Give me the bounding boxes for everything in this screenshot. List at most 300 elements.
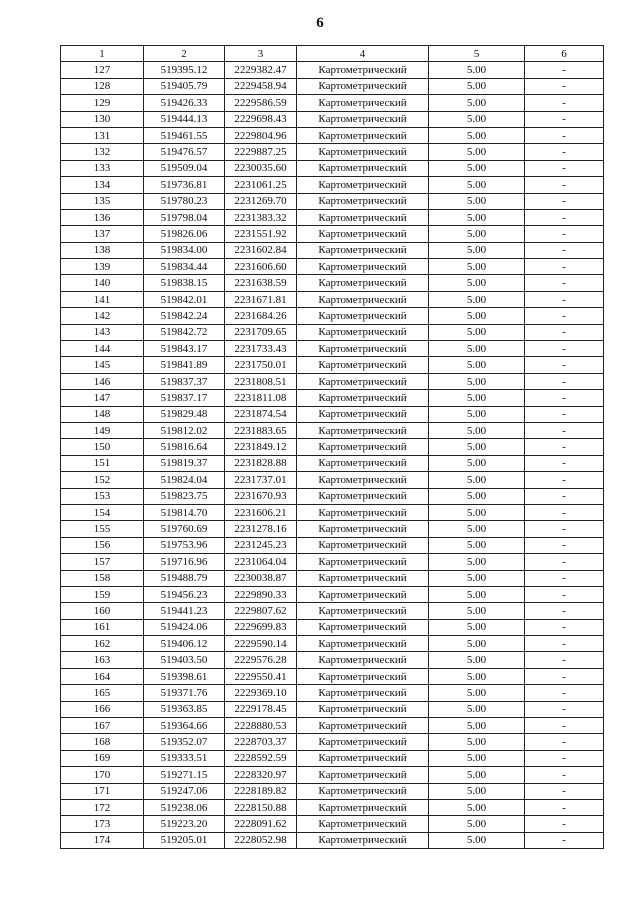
- point-number-cell: 146: [61, 373, 144, 389]
- x-coordinate-cell: 519352.07: [144, 734, 225, 750]
- accuracy-cell: 5.00: [429, 226, 525, 242]
- note-cell: -: [525, 226, 604, 242]
- method-cell: Картометрический: [297, 193, 429, 209]
- x-coordinate-cell: 519841.89: [144, 357, 225, 373]
- table-row: [61, 390, 604, 406]
- table-row: [61, 275, 604, 291]
- method-cell: Картометрический: [297, 832, 429, 848]
- x-coordinate-cell: 519444.13: [144, 111, 225, 127]
- x-coordinate-cell: 519509.04: [144, 160, 225, 176]
- method-cell: Картометрический: [297, 668, 429, 684]
- method-cell: Картометрический: [297, 521, 429, 537]
- point-number-cell: 164: [61, 668, 144, 684]
- accuracy-cell: 5.00: [429, 472, 525, 488]
- point-number-cell: 154: [61, 504, 144, 520]
- coordinates-table: [60, 45, 604, 849]
- x-coordinate-cell: 519371.76: [144, 685, 225, 701]
- point-number-cell: 133: [61, 160, 144, 176]
- point-number-cell: 170: [61, 767, 144, 783]
- method-cell: Картометрический: [297, 341, 429, 357]
- note-cell: -: [525, 488, 604, 504]
- accuracy-cell: 5.00: [429, 62, 525, 78]
- point-number-cell: 134: [61, 177, 144, 193]
- note-cell: -: [525, 767, 604, 783]
- table-row: [61, 209, 604, 225]
- method-cell: Картометрический: [297, 275, 429, 291]
- point-number-cell: 135: [61, 193, 144, 209]
- method-cell: Картометрический: [297, 750, 429, 766]
- x-coordinate-cell: 519223.20: [144, 816, 225, 832]
- y-coordinate-cell: 2229458.94: [225, 78, 297, 94]
- note-cell: -: [525, 111, 604, 127]
- x-coordinate-cell: 519780.23: [144, 193, 225, 209]
- point-number-cell: 138: [61, 242, 144, 258]
- point-number-cell: 151: [61, 455, 144, 471]
- table-row: [61, 718, 604, 734]
- note-cell: -: [525, 750, 604, 766]
- accuracy-cell: 5.00: [429, 291, 525, 307]
- point-number-cell: 169: [61, 750, 144, 766]
- accuracy-cell: 5.00: [429, 488, 525, 504]
- y-coordinate-cell: 2230035.60: [225, 160, 297, 176]
- method-cell: Картометрический: [297, 242, 429, 258]
- table-row: [61, 439, 604, 455]
- table-row: [61, 799, 604, 815]
- accuracy-cell: 5.00: [429, 193, 525, 209]
- x-coordinate-cell: 519834.00: [144, 242, 225, 258]
- x-coordinate-cell: 519426.33: [144, 95, 225, 111]
- accuracy-cell: 5.00: [429, 177, 525, 193]
- x-coordinate-cell: 519837.17: [144, 390, 225, 406]
- method-cell: Картометрический: [297, 308, 429, 324]
- method-cell: Картометрический: [297, 390, 429, 406]
- point-number-cell: 160: [61, 603, 144, 619]
- point-number-cell: 143: [61, 324, 144, 340]
- method-cell: Картометрический: [297, 718, 429, 734]
- method-cell: Картометрический: [297, 357, 429, 373]
- note-cell: -: [525, 521, 604, 537]
- page-number: 6: [316, 15, 324, 31]
- accuracy-cell: 5.00: [429, 209, 525, 225]
- table-row: [61, 586, 604, 602]
- x-coordinate-cell: 519753.96: [144, 537, 225, 553]
- y-coordinate-cell: 2231849.12: [225, 439, 297, 455]
- y-coordinate-cell: 2229550.41: [225, 668, 297, 684]
- table-row: [61, 570, 604, 586]
- table-row: [61, 193, 604, 209]
- y-coordinate-cell: 2229890.33: [225, 586, 297, 602]
- y-coordinate-cell: 2231670.93: [225, 488, 297, 504]
- accuracy-cell: 5.00: [429, 521, 525, 537]
- y-coordinate-cell: 2231737.01: [225, 472, 297, 488]
- note-cell: -: [525, 341, 604, 357]
- accuracy-cell: 5.00: [429, 586, 525, 602]
- point-number-cell: 172: [61, 799, 144, 815]
- point-number-cell: 137: [61, 226, 144, 242]
- point-number-cell: 161: [61, 619, 144, 635]
- method-cell: Картометрический: [297, 406, 429, 422]
- x-coordinate-cell: 519398.61: [144, 668, 225, 684]
- column-header-6: 6: [525, 46, 604, 62]
- note-cell: -: [525, 422, 604, 438]
- x-coordinate-cell: 519238.06: [144, 799, 225, 815]
- y-coordinate-cell: 2231602.84: [225, 242, 297, 258]
- y-coordinate-cell: 2231383.32: [225, 209, 297, 225]
- note-cell: -: [525, 193, 604, 209]
- accuracy-cell: 5.00: [429, 619, 525, 635]
- point-number-cell: 127: [61, 62, 144, 78]
- column-header-2: 2: [144, 46, 225, 62]
- note-cell: -: [525, 718, 604, 734]
- note-cell: -: [525, 177, 604, 193]
- method-cell: Картометрический: [297, 422, 429, 438]
- accuracy-cell: 5.00: [429, 652, 525, 668]
- method-cell: Картометрический: [297, 619, 429, 635]
- method-cell: Картометрический: [297, 554, 429, 570]
- table-row: [61, 160, 604, 176]
- point-number-cell: 156: [61, 537, 144, 553]
- table-header: [61, 46, 604, 62]
- note-cell: -: [525, 636, 604, 652]
- table-row: [61, 324, 604, 340]
- x-coordinate-cell: 519363.85: [144, 701, 225, 717]
- x-coordinate-cell: 519838.15: [144, 275, 225, 291]
- point-number-cell: 140: [61, 275, 144, 291]
- point-number-cell: 132: [61, 144, 144, 160]
- accuracy-cell: 5.00: [429, 701, 525, 717]
- x-coordinate-cell: 519461.55: [144, 127, 225, 143]
- table-row: [61, 406, 604, 422]
- table-row: [61, 783, 604, 799]
- column-header-1: 1: [61, 46, 144, 62]
- note-cell: -: [525, 406, 604, 422]
- table-row: [61, 652, 604, 668]
- accuracy-cell: 5.00: [429, 767, 525, 783]
- y-coordinate-cell: 2229382.47: [225, 62, 297, 78]
- accuracy-cell: 5.00: [429, 455, 525, 471]
- table-row: [61, 373, 604, 389]
- point-number-cell: 162: [61, 636, 144, 652]
- column-header-3: 3: [225, 46, 297, 62]
- note-cell: -: [525, 701, 604, 717]
- y-coordinate-cell: 2231606.60: [225, 259, 297, 275]
- y-coordinate-cell: 2231709.65: [225, 324, 297, 340]
- point-number-cell: 148: [61, 406, 144, 422]
- note-cell: -: [525, 62, 604, 78]
- x-coordinate-cell: 519842.01: [144, 291, 225, 307]
- y-coordinate-cell: 2229699.83: [225, 619, 297, 635]
- x-coordinate-cell: 519812.02: [144, 422, 225, 438]
- table-row: [61, 537, 604, 553]
- method-cell: Картометрический: [297, 373, 429, 389]
- point-number-cell: 165: [61, 685, 144, 701]
- y-coordinate-cell: 2229590.14: [225, 636, 297, 652]
- table-row: [61, 127, 604, 143]
- x-coordinate-cell: 519488.79: [144, 570, 225, 586]
- x-coordinate-cell: 519333.51: [144, 750, 225, 766]
- note-cell: -: [525, 537, 604, 553]
- method-cell: Картометрический: [297, 78, 429, 94]
- method-cell: Картометрический: [297, 701, 429, 717]
- note-cell: -: [525, 127, 604, 143]
- table-row: [61, 144, 604, 160]
- accuracy-cell: 5.00: [429, 832, 525, 848]
- y-coordinate-cell: 2229586.59: [225, 95, 297, 111]
- method-cell: Картометрический: [297, 259, 429, 275]
- table-row: [61, 472, 604, 488]
- point-number-cell: 171: [61, 783, 144, 799]
- note-cell: -: [525, 242, 604, 258]
- method-cell: Картометрический: [297, 291, 429, 307]
- note-cell: -: [525, 652, 604, 668]
- accuracy-cell: 5.00: [429, 554, 525, 570]
- accuracy-cell: 5.00: [429, 160, 525, 176]
- method-cell: Картометрический: [297, 62, 429, 78]
- method-cell: Картометрический: [297, 816, 429, 832]
- table-row: [61, 422, 604, 438]
- y-coordinate-cell: 2228052.98: [225, 832, 297, 848]
- y-coordinate-cell: 2229804.96: [225, 127, 297, 143]
- x-coordinate-cell: 519837.37: [144, 373, 225, 389]
- note-cell: -: [525, 439, 604, 455]
- accuracy-cell: 5.00: [429, 783, 525, 799]
- method-cell: Картометрический: [297, 488, 429, 504]
- method-cell: Картометрический: [297, 767, 429, 783]
- y-coordinate-cell: 2231245.23: [225, 537, 297, 553]
- method-cell: Картометрический: [297, 783, 429, 799]
- y-coordinate-cell: 2231671.81: [225, 291, 297, 307]
- accuracy-cell: 5.00: [429, 78, 525, 94]
- note-cell: -: [525, 324, 604, 340]
- method-cell: Картометрический: [297, 111, 429, 127]
- accuracy-cell: 5.00: [429, 324, 525, 340]
- point-number-cell: 157: [61, 554, 144, 570]
- method-cell: Картометрический: [297, 586, 429, 602]
- table-row: [61, 619, 604, 635]
- y-coordinate-cell: 2229807.62: [225, 603, 297, 619]
- y-coordinate-cell: 2231808.51: [225, 373, 297, 389]
- table-row: [61, 750, 604, 766]
- y-coordinate-cell: 2229178.45: [225, 701, 297, 717]
- point-number-cell: 141: [61, 291, 144, 307]
- table-row: [61, 177, 604, 193]
- note-cell: -: [525, 570, 604, 586]
- y-coordinate-cell: 2231874.54: [225, 406, 297, 422]
- point-number-cell: 167: [61, 718, 144, 734]
- note-cell: -: [525, 78, 604, 94]
- x-coordinate-cell: 519736.81: [144, 177, 225, 193]
- x-coordinate-cell: 519364.66: [144, 718, 225, 734]
- table-row: [61, 455, 604, 471]
- accuracy-cell: 5.00: [429, 816, 525, 832]
- table-row: [61, 488, 604, 504]
- point-number-cell: 129: [61, 95, 144, 111]
- note-cell: -: [525, 455, 604, 471]
- method-cell: Картометрический: [297, 734, 429, 750]
- point-number-cell: 153: [61, 488, 144, 504]
- method-cell: Картометрический: [297, 144, 429, 160]
- note-cell: -: [525, 734, 604, 750]
- accuracy-cell: 5.00: [429, 308, 525, 324]
- accuracy-cell: 5.00: [429, 504, 525, 520]
- note-cell: -: [525, 685, 604, 701]
- y-coordinate-cell: 2231733.43: [225, 341, 297, 357]
- accuracy-cell: 5.00: [429, 668, 525, 684]
- note-cell: -: [525, 259, 604, 275]
- note-cell: -: [525, 668, 604, 684]
- column-header-4: 4: [297, 46, 429, 62]
- method-cell: Картометрический: [297, 209, 429, 225]
- table-row: [61, 308, 604, 324]
- x-coordinate-cell: 519456.23: [144, 586, 225, 602]
- method-cell: Картометрический: [297, 504, 429, 520]
- x-coordinate-cell: 519829.48: [144, 406, 225, 422]
- point-number-cell: 136: [61, 209, 144, 225]
- method-cell: Картометрический: [297, 537, 429, 553]
- table-row: [61, 291, 604, 307]
- point-number-cell: 128: [61, 78, 144, 94]
- x-coordinate-cell: 519405.79: [144, 78, 225, 94]
- y-coordinate-cell: 2229369.10: [225, 685, 297, 701]
- method-cell: Картометрический: [297, 603, 429, 619]
- x-coordinate-cell: 519798.04: [144, 209, 225, 225]
- note-cell: -: [525, 390, 604, 406]
- y-coordinate-cell: 2231551.92: [225, 226, 297, 242]
- note-cell: -: [525, 95, 604, 111]
- point-number-cell: 152: [61, 472, 144, 488]
- note-cell: -: [525, 603, 604, 619]
- table-row: [61, 767, 604, 783]
- x-coordinate-cell: 519716.96: [144, 554, 225, 570]
- x-coordinate-cell: 519403.50: [144, 652, 225, 668]
- y-coordinate-cell: 2229576.28: [225, 652, 297, 668]
- y-coordinate-cell: 2228592.59: [225, 750, 297, 766]
- x-coordinate-cell: 519247.06: [144, 783, 225, 799]
- y-coordinate-cell: 2228703.37: [225, 734, 297, 750]
- accuracy-cell: 5.00: [429, 570, 525, 586]
- point-number-cell: 158: [61, 570, 144, 586]
- note-cell: -: [525, 357, 604, 373]
- point-number-cell: 150: [61, 439, 144, 455]
- method-cell: Картометрический: [297, 455, 429, 471]
- table-row: [61, 701, 604, 717]
- accuracy-cell: 5.00: [429, 95, 525, 111]
- note-cell: -: [525, 799, 604, 815]
- accuracy-cell: 5.00: [429, 275, 525, 291]
- table-row: [61, 554, 604, 570]
- accuracy-cell: 5.00: [429, 357, 525, 373]
- y-coordinate-cell: 2231061.25: [225, 177, 297, 193]
- x-coordinate-cell: 519395.12: [144, 62, 225, 78]
- x-coordinate-cell: 519476.57: [144, 144, 225, 160]
- x-coordinate-cell: 519843.17: [144, 341, 225, 357]
- table-row: [61, 816, 604, 832]
- method-cell: Картометрический: [297, 177, 429, 193]
- x-coordinate-cell: 519441.23: [144, 603, 225, 619]
- y-coordinate-cell: 2228880.53: [225, 718, 297, 734]
- header-row: [61, 46, 604, 62]
- method-cell: Картометрический: [297, 127, 429, 143]
- method-cell: Картометрический: [297, 636, 429, 652]
- table-row: [61, 78, 604, 94]
- y-coordinate-cell: 2228091.62: [225, 816, 297, 832]
- point-number-cell: 166: [61, 701, 144, 717]
- accuracy-cell: 5.00: [429, 242, 525, 258]
- note-cell: -: [525, 275, 604, 291]
- table-row: [61, 685, 604, 701]
- column-header-5: 5: [429, 46, 525, 62]
- table-row: [61, 111, 604, 127]
- x-coordinate-cell: 519271.15: [144, 767, 225, 783]
- note-cell: -: [525, 816, 604, 832]
- table-row: [61, 341, 604, 357]
- x-coordinate-cell: 519826.06: [144, 226, 225, 242]
- y-coordinate-cell: 2231269.70: [225, 193, 297, 209]
- point-number-cell: 173: [61, 816, 144, 832]
- x-coordinate-cell: 519842.24: [144, 308, 225, 324]
- accuracy-cell: 5.00: [429, 111, 525, 127]
- method-cell: Картометрический: [297, 439, 429, 455]
- y-coordinate-cell: 2231828.88: [225, 455, 297, 471]
- method-cell: Картометрический: [297, 160, 429, 176]
- point-number-cell: 168: [61, 734, 144, 750]
- method-cell: Картометрический: [297, 226, 429, 242]
- point-number-cell: 131: [61, 127, 144, 143]
- point-number-cell: 149: [61, 422, 144, 438]
- method-cell: Картометрический: [297, 570, 429, 586]
- point-number-cell: 174: [61, 832, 144, 848]
- accuracy-cell: 5.00: [429, 799, 525, 815]
- x-coordinate-cell: 519823.75: [144, 488, 225, 504]
- x-coordinate-cell: 519819.37: [144, 455, 225, 471]
- table-row: [61, 259, 604, 275]
- point-number-cell: 145: [61, 357, 144, 373]
- y-coordinate-cell: 2229887.25: [225, 144, 297, 160]
- accuracy-cell: 5.00: [429, 439, 525, 455]
- y-coordinate-cell: 2231064.04: [225, 554, 297, 570]
- x-coordinate-cell: 519205.01: [144, 832, 225, 848]
- accuracy-cell: 5.00: [429, 750, 525, 766]
- table-row: [61, 504, 604, 520]
- accuracy-cell: 5.00: [429, 734, 525, 750]
- note-cell: -: [525, 783, 604, 799]
- y-coordinate-cell: 2231750.01: [225, 357, 297, 373]
- note-cell: -: [525, 554, 604, 570]
- point-number-cell: 159: [61, 586, 144, 602]
- y-coordinate-cell: 2228189.82: [225, 783, 297, 799]
- point-number-cell: 130: [61, 111, 144, 127]
- x-coordinate-cell: 519814.70: [144, 504, 225, 520]
- x-coordinate-cell: 519824.04: [144, 472, 225, 488]
- note-cell: -: [525, 308, 604, 324]
- table-row: [61, 832, 604, 848]
- x-coordinate-cell: 519406.12: [144, 636, 225, 652]
- table-row: [61, 62, 604, 78]
- point-number-cell: 147: [61, 390, 144, 406]
- table-row: [61, 636, 604, 652]
- x-coordinate-cell: 519842.72: [144, 324, 225, 340]
- x-coordinate-cell: 519760.69: [144, 521, 225, 537]
- accuracy-cell: 5.00: [429, 390, 525, 406]
- note-cell: -: [525, 832, 604, 848]
- point-number-cell: 144: [61, 341, 144, 357]
- note-cell: -: [525, 472, 604, 488]
- table-row: [61, 668, 604, 684]
- table-body: [61, 62, 604, 849]
- table-row: [61, 521, 604, 537]
- method-cell: Картометрический: [297, 685, 429, 701]
- note-cell: -: [525, 619, 604, 635]
